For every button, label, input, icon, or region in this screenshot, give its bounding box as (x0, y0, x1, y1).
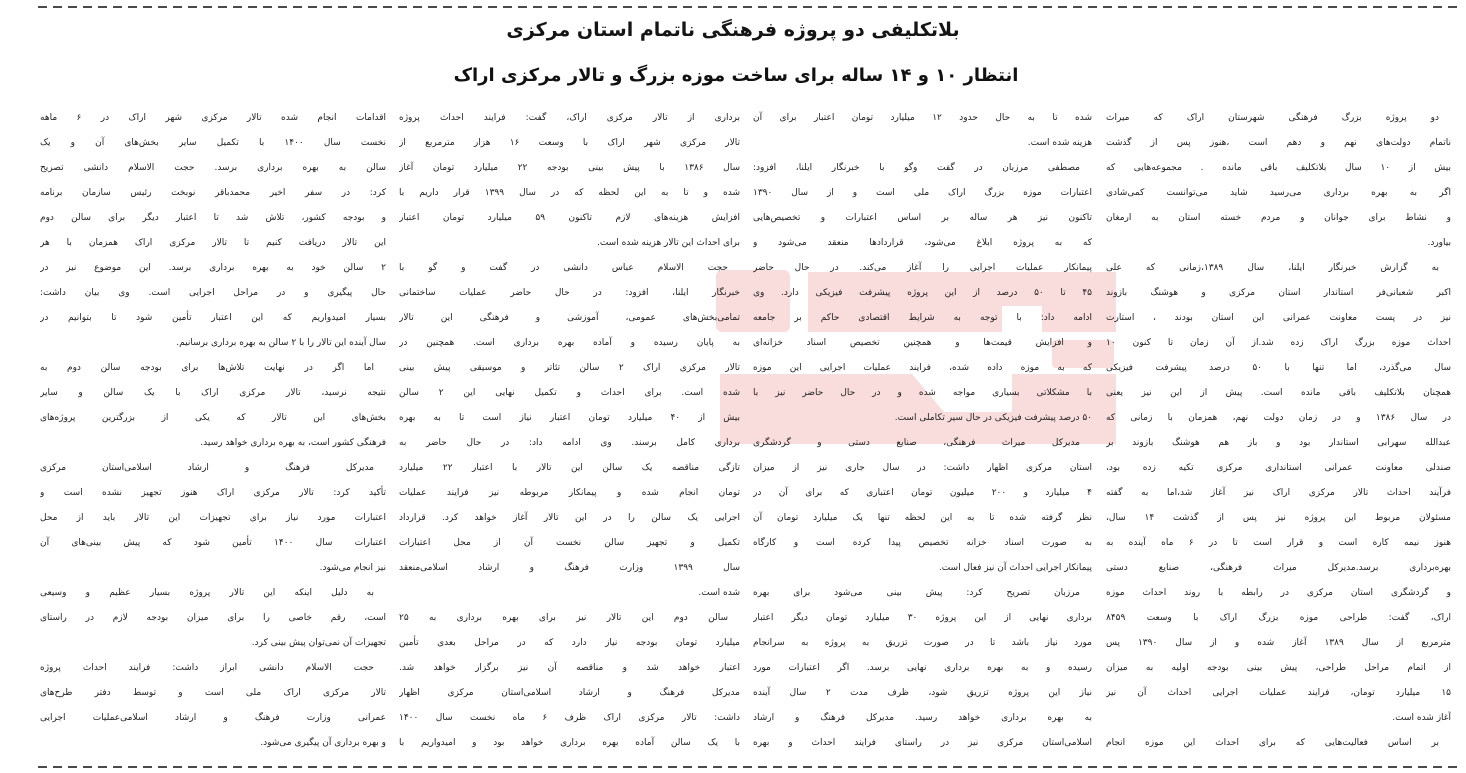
text-line: به بهره برداری خواهد رسید. مدیرکل فرهنگ و ارشاد (753, 713, 1092, 723)
text-line: نیاز این پروژه تزریق شود، ظرف مدت ۲ سال آینده (753, 688, 1092, 698)
text-line: تالار مرکزی اراک ملی است و توسط دفتر طرح‌های (40, 688, 386, 698)
text-line: به پایان رسیده و آماده بهره برداری است. همچنین در (399, 338, 740, 348)
text-line: و افزایش قیمت‌ها و همچنین تخصیص اسناد خزانه‌ای (753, 338, 1092, 348)
paragraph (399, 256, 740, 606)
text-line: و نشاط برای جوانان و مردم خسته استان به ارمغان (1106, 213, 1451, 223)
paragraph (40, 356, 386, 456)
text-line: همچنان بلاتکلیف باقی مانده است. پیش از این نیز یعنی (1106, 388, 1451, 398)
paragraph (753, 156, 1092, 431)
text-line: اعتبار خواهد شد و مناقصه آن نیز برگزار خواهد شد. (399, 663, 740, 673)
text-line: سال ۱۳۹۹ وزارت فرهنگ و ارشاد اسلامی‌منعقد (399, 563, 740, 573)
text-line: شده است. برای احداث و تکمیل نهایی این ۲ سالن (399, 388, 740, 398)
text-line: اعتبارات سال ۱۴۰۰ تأمین شود که پیش بینی‌های آن (40, 538, 386, 548)
text-line: سالن به بهره برداری برسد. حجت الاسلام دانشی تصریح (40, 163, 386, 173)
text-line: سالن دوم این تالار نیز برای بهره برداری به ۲۵ (399, 613, 728, 623)
text-line: برداری کامل برسند. وی ادامه داد: در حال حاضر به (399, 438, 740, 448)
paragraph (399, 106, 740, 256)
text-line: تاکنون نیز هر ساله بر اساس اعتبارات و تخصیص‌هایی (753, 213, 1092, 223)
paragraph (40, 106, 386, 356)
text-line: این تالار دریافت کنیم تا تالار مرکزی اراک همزمان با هر (40, 238, 386, 248)
text-line: بیش از ۱۰ سال بلاتکلیف باقی مانده . مجموعه‌هایی که (1106, 163, 1451, 173)
text-line: داشت: تالار مرکزی اراک ظرف ۶ ماه نخست سال ۱۴۰۰ (399, 713, 740, 723)
text-line: میلیارد تومان بودجه نیاز دارد که در مراحل بعدی تأمین (399, 638, 740, 648)
text-line: کرد: در سفر اخیر محمدباقر نوبخت رئیس سازمان برنامه (40, 188, 386, 198)
text-line: و بهره برداری آن پیگیری می‌شود. (260, 738, 386, 748)
text-line: تمامی‌بخش‌های عمومی، آموزشی و فرهنگی این تالار (399, 313, 740, 323)
text-line: نخست سال ۱۴۰۰ با تکمیل سایر بخش‌های آن و یک (40, 138, 386, 148)
text-line: شده تا به حال حدود ۱۲ میلیارد تومان اعتبار برای آن (753, 113, 1092, 123)
text-line: و بودجه کشور، تلاش شد تا اعتبار دیگر برای سالن دوم (40, 213, 386, 223)
text-line: به دلیل اینکه این تالار پروژه بسیار عظیم و وسیعی (40, 588, 374, 598)
text-line: اقدامات انجام شده تالار مرکزی شهر اراک در ۶ ماهه (40, 113, 386, 123)
text-line: با مشکلاتی بسیاری مواجه شده و در حال حاضر نیز با (753, 388, 1092, 398)
text-line: ناتمام دولت‌های نهم و دهم است ،هنوز پس از گذشت (1106, 138, 1451, 148)
text-line: احداث موزه بزرگ اراک زده شد.از آن زمان تا کنون ۱۰ (1106, 338, 1451, 348)
text-line: مرزبان تصریح کرد: پیش بینی می‌شود برای بهره (753, 588, 1080, 598)
text-line: افزایش هزینه‌های لازم تاکنون ۵۹ میلیارد تومان اعتبار (399, 213, 740, 223)
text-line: برداری از تالار مرکزی اراک، گفت: فرایند احداث پروژه (399, 113, 740, 123)
text-line: به صورت اسناد خزانه تخصیص پیدا کرده است و کارگاه (753, 538, 1092, 548)
text-line: مدیرکل فرهنگ و ارشاد اسلامی‌استان مرکزی اظهار (399, 688, 740, 698)
text-line: ۲ سالن خود به بهره برداری برسد. این موضوع نیز در (40, 263, 386, 273)
paragraph (753, 581, 1092, 756)
text-line: رسیده و به بهره برداری نهایی برسد. اگر اعتبارات مورد (753, 663, 1092, 673)
paragraph (40, 581, 386, 656)
text-line: که به موزه داده شده، فرایند عملیات اجرایی این موزه (753, 363, 1092, 373)
text-line: اعتبارات مورد نیاز برای تجهیزات این تالار باید از محل (40, 513, 386, 523)
text-line: هزینه شده است. (1027, 138, 1092, 148)
text-line: اما اگر در نهایت تلاش‌ها برای بودجه سالن دوم به (40, 363, 374, 373)
text-line: تالار مرکزی شهر اراک با وسعت ۱۶ هزار مترمربع از (399, 138, 740, 148)
text-line: برداری نهایی از این پروژه ۳۰ میلیارد تومان دیگر اعتبار (753, 613, 1092, 623)
text-line: نیز در پست معاونت عمرانی این استان بودند ، استارت (1106, 313, 1451, 323)
text-line: اعتبارات موزه بزرگ اراک ملی است و از سال ۱۳۹۰ (753, 188, 1092, 198)
text-line: نتیجه نرسید، تالار مرکزی اراک با یک سالن و سایر (40, 388, 386, 398)
text-line: حجت الاسلام دانشی ابراز داشت: فرایند احداث پروژه (40, 663, 374, 673)
text-line: که به پروژه ابلاغ می‌شود، قراردادها منعقد می‌شود و (753, 238, 1092, 248)
text-line: ۴۵ تا ۵۰ درصد از این پروژه پیشرفت فیزیکی دارد. وی (753, 288, 1092, 298)
text-line: و گردشگری استان مرکزی در رابطه با روند احداث موزه (1106, 588, 1451, 598)
paragraph (1106, 256, 1451, 731)
paragraph (753, 431, 1092, 581)
text-line: تکمیل و تجهیز سالن نخست آن از محل اعتبارات (399, 538, 740, 548)
text-line: تازگی مناقصه یک سالن این تالار با اعتبار ۲۲ میلیارد (399, 463, 740, 473)
text-line: پیمانکار اجرایی احداث آن نیز فعال است. (938, 563, 1092, 573)
text-line: صندلی معاونت عمرانی استانداری مرکزی تکیه زده بود، (1106, 463, 1451, 473)
text-column (1106, 106, 1451, 756)
text-line: مدیرکل فرهنگ و ارشاد اسلامی‌استان مرکزی (40, 463, 374, 473)
text-line: آغاز شده است. (1392, 713, 1451, 723)
text-line: پیمانکار عملیات اجرایی را آغاز می‌کند. در حال حاضر (753, 263, 1092, 273)
paragraph (1106, 106, 1451, 256)
text-line: عمرانی وزارت فرهنگ و ارشاد اسلامی‌عملیات اجرایی (40, 713, 386, 723)
text-line: اگر به بهره برداری می‌رسید شاید می‌توانست کمی‌شادی (1106, 188, 1451, 198)
text-line: بیش از ۴۰ میلیارد تومان اعتبار نیاز است تا به بهره (399, 413, 740, 423)
text-line: نیز انجام می‌شود. (319, 563, 386, 573)
text-column (753, 106, 1092, 756)
text-line: هنوز نیمه کاره است و قرار است تا در ۶ ماه آینده به (1106, 538, 1451, 548)
text-line: با یک سالن آماده بهره برداری خواهد بود و امیدواریم با (399, 738, 740, 748)
text-line: حال پیگیری و در مراحل اجرایی است. وی بیان داشت: (40, 288, 386, 298)
text-line: نظر گرفته شده تا به این لحظه تنها یک میلیارد تومان آن (753, 513, 1092, 523)
text-line: استان مرکزی اظهار داشت: در سال جاری نیز از میزان (753, 463, 1092, 473)
text-line: تأکید کرد: تالار مرکزی اراک هنوز تجهیز نشده است و (40, 488, 386, 498)
text-line: شده است. (698, 588, 740, 598)
text-line: خبرنگار ایلنا، افزود: در حال حاضر عملیات ساختمانی (399, 288, 740, 298)
text-line: مترمربع از سال ۱۳۸۹ آغاز شده و از سال ۱۳۹۰ پس (1106, 638, 1451, 648)
text-line: عبدالله سهرابی استاندار بود و باز هم هوشنگ بازوند بر (1106, 438, 1451, 448)
text-line: اجرایی یک سالن را در این تالار آغاز خواهد کرد. قرارداد (399, 513, 740, 523)
text-line: مصطفی مرزبان در گفت وگو با خبرنگار ایلنا، افزود: (753, 163, 1080, 173)
text-line: اکبر شعبانی‌فر استاندار استان مرکزی و هوشنگ بازوند (1106, 288, 1451, 298)
paragraph (1106, 731, 1451, 756)
paragraph (40, 456, 386, 581)
text-line: مسئولان مربوط این پروژه نیز پس از گذشت ۱۴ سال، (1106, 513, 1451, 523)
text-line: بهره‌برداری برسد.مدیرکل میراث فرهنگی، صنایع دستی (1106, 563, 1451, 573)
text-line: بر اساس فعالیت‌هایی که برای احداث این موزه انجام (1106, 738, 1439, 748)
text-line: مدیرکل میراث فرهنگی، صنایع دستی و گردشگری (753, 438, 1080, 448)
text-line: بیاورد. (1427, 238, 1451, 248)
text-line: دو پروژه بزرگ فرهنگی شهرستان اراک که میراث (1106, 113, 1439, 123)
text-column (40, 106, 386, 756)
text-line: شده و تا به این لحظه که در سال ۱۳۹۹ قرار داریم با (399, 188, 740, 198)
article-kicker: بلاتکلیفی دو پروژه فرهنگی ناتمام استان مرکزی (506, 19, 960, 41)
text-line: به گزارش خبرنگار ایلنا، سال ۱۳۸۹،زمانی که علی (1106, 263, 1439, 273)
text-line: تومان انجام شده و پیمانکار مربوطه نیز فرایند عملیات (399, 488, 740, 498)
text-line: ادامه داد: با توجه به شرایط اقتصادی حاکم بر جامعه (753, 313, 1092, 323)
text-line: مورد نیاز باشد تا در صورت تزریق به پروژه به سرانجام (753, 638, 1092, 648)
text-line: تالار مرکزی اراک ۲ سالن تئاتر و موسیقی پیش بینی (399, 363, 740, 373)
text-line: فرآیند احداث تالار مرکزی اراک نیز آغاز شد،اما به گفته (1106, 488, 1451, 498)
text-line: اسلامی‌استان مرکزی نیز در راستای فرایند احداث و بهره (753, 738, 1092, 748)
text-line: سال آینده این تالار را با ۲ سالن به بهره برداری برسانیم. (176, 338, 386, 348)
text-line: ۵۰ درصد پیشرفت فیزیکی در حال سیر تکاملی است. (894, 413, 1092, 423)
text-line: فرهنگی کشور است، به بهره برداری خواهد رسید. (200, 438, 386, 448)
text-line: بخش‌های این تالار که یکی از بزرگترین پروژه‌های (40, 413, 386, 423)
text-line: از اتمام مراحل طراحی، پیش بینی بودجه اولیه به میزان (1106, 663, 1451, 673)
paragraph (399, 606, 740, 756)
text-line: در سال ۱۳۸۶ و در زمان دولت نهم، همزمان با زمانی که (1106, 413, 1451, 423)
text-line: برای احداث این تالار هزینه شده است. (596, 238, 740, 248)
text-line: تجهیزات آن نمی‌توان پیش بینی کرد. (251, 638, 386, 648)
text-line: ۴ میلیارد و ۲۰۰ میلیون تومان اعتباری که برای آن در (753, 488, 1092, 498)
text-line: است، رقم خاصی را برای میزان بودجه لازم در راستای (40, 613, 386, 623)
paragraph (40, 656, 386, 756)
text-line: سال می‌گذرد، اما تنها با ۵۰ درصد پیشرفت فیزیکی (1106, 363, 1451, 373)
text-column (399, 106, 740, 756)
article-headline: انتظار ۱۰ و ۱۴ ساله برای ساخت موزه بزرگ و تالار مرکزی اراک (453, 65, 1019, 86)
text-line: بسیار امیدواریم که این اعتبار تأمین شود تا بتوانیم در (40, 313, 386, 323)
paragraph (753, 106, 1092, 156)
text-line: سال ۱۳۸۶ با پیش بینی بودجه ۲۲ میلیارد تومان آغاز (399, 163, 740, 173)
text-line: اراک، گفت: طراحی موزه بزرگ اراک با وسعت ۸۴۵۹ (1106, 613, 1451, 623)
text-line: ۱۵ میلیارد تومان، فرایند عملیات اجرایی احداث آن نیز (1106, 688, 1451, 698)
text-line: حجت الاسلام عباس دانشی در گفت و گو با (399, 263, 728, 273)
